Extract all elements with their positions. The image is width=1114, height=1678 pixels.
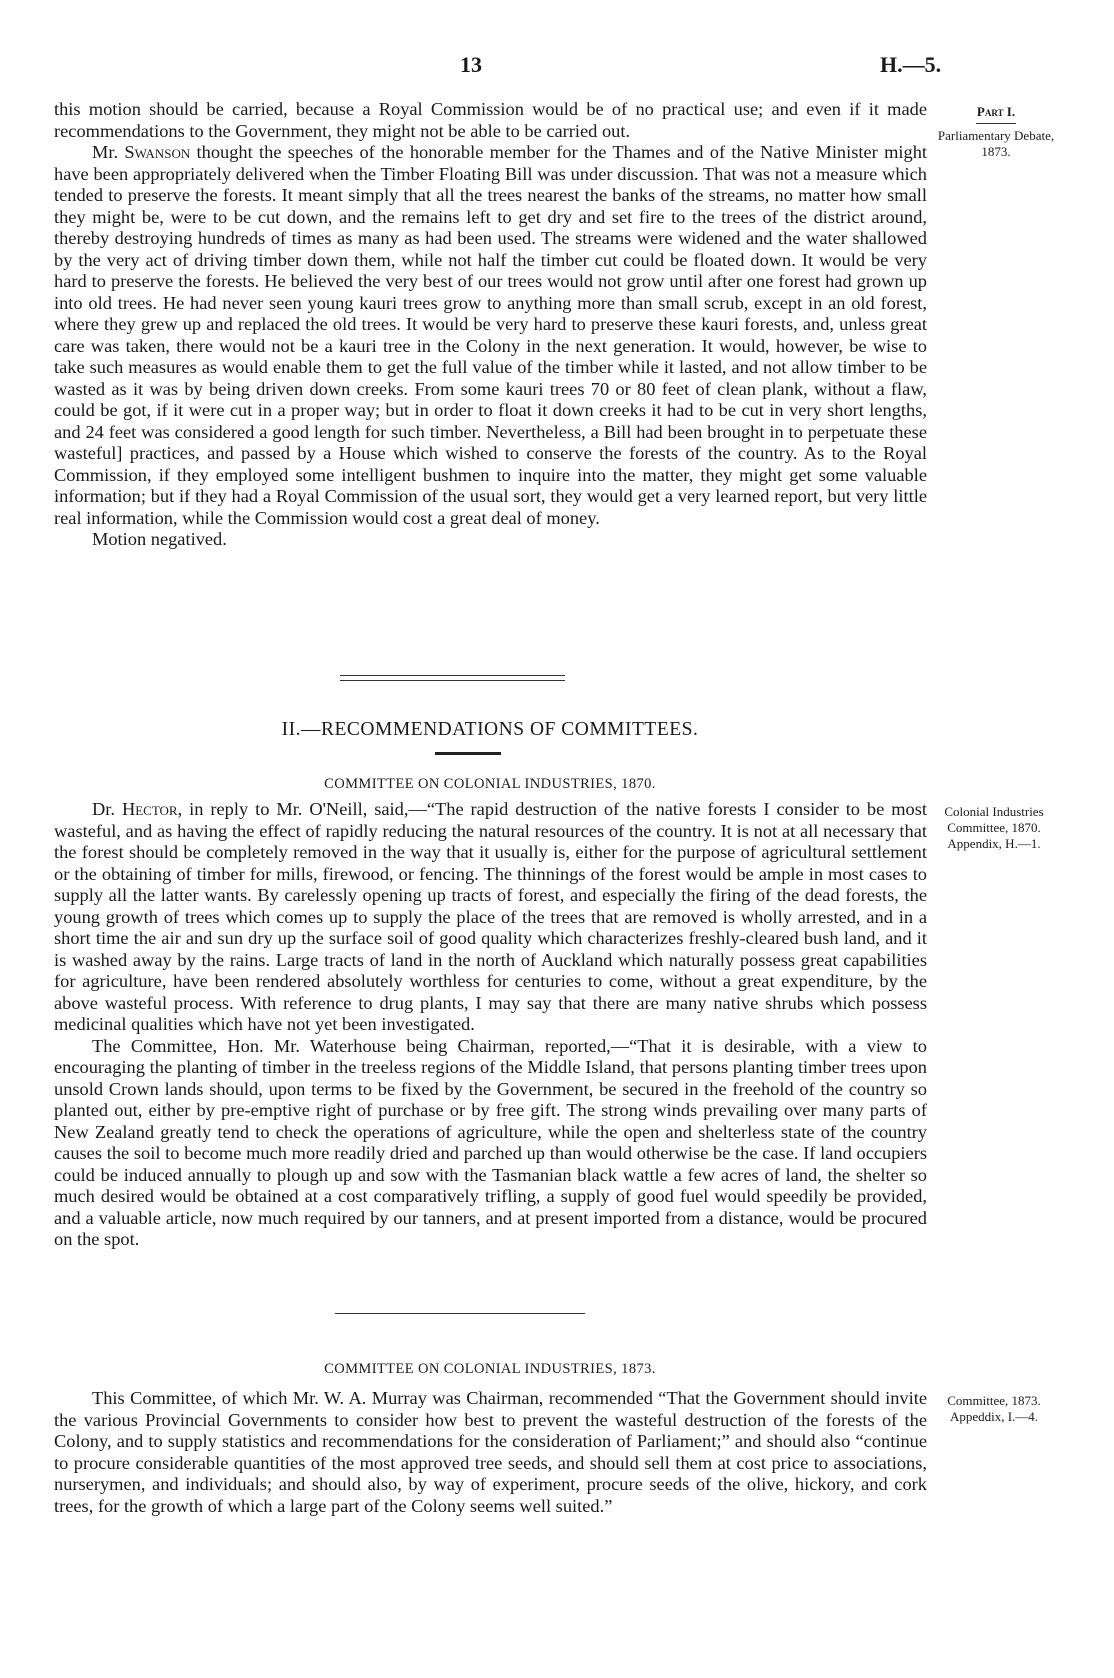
motion-result: Motion negatived.: [92, 529, 227, 549]
paragraph-hector: [54, 799, 927, 1036]
speaker-prefix: Dr.: [92, 799, 115, 819]
paragraph-murray: This Committee, of which Mr. W. A. Murray was Chairman, recommended “That the Government should invite the various Provincial Governments to consider how best to prevent the wasteful destruction of the forests of the Colony, and to supply statistics and recommendations for the consideration of Parliament;” and should also “continue to procure considerable quantities of the most approved tree seeds, and should sell them at cost price to associations, nurserymen, and individuals; and should also, by way of experiment, procure seeds of the olive, hickory, and cork trees, for the growth of which a large part of the Colony seems well suited.”: [54, 1388, 927, 1516]
document-reference: H.—5.: [880, 52, 942, 77]
speaker-name: Hector: [121, 799, 178, 819]
margin-divider: [976, 123, 1016, 124]
paragraph-body: thought the speeches of the honorable member for the Thames and of the Native Minister might have been appropriately delivered when the Timber Floating Bill was under discussion. That was not a measure which tended to preserve the forests. It meant simply that all the trees nearest the banks of the streams, no matter how small they might be, were to be cut down, and the remains left to get dry and set fire to the trees of the district around, thereby destroying hundreds of times as many as had been used. The streams were widened and the water shallowed by the very act of driving timber down them, while not half the timber cut could be floated down. It would be very hard to preserve the forests. He believed the very best of our trees would not grow until after one forest had grown up into old trees. He had never seen young kauri trees grow to anything more than small scrub, except in an old forest, where they grew up and replaced the old trees. It would be very hard to preserve these kauri forests, and, unless great care was taken, there would not be a kauri tree in the Colony in the next generation. It would, however, be wise to take such measures as would enable them to get the full value of the timber while it lasted, and not allow timber to be wasted as it was by being driven down creeks. From some kauri trees 70 or 80 feet of clean plank, without a flaw, could be got, if it were cut in a proper way; but in order to float it down creeks it had to be cut in very short lengths, and 24 feet was considered a good length for such timber. Nevertheless, a Bill had been brought in to perpetuate these wasteful] practices, and passed by a House which wished to conserve the forests of the country. As to the Royal Commission, if they employed some intelligent bushmen to inquire into the matter, they might get some valuable information; but if they had a Royal Commission of the usual sort, they would get a very learned report, but very little real information, while the Commission would cost a great deal of money.: [54, 142, 928, 528]
paragraph-committee-report: The Committee, Hon. Mr. Waterhouse being Chairman, reported,—“That it is desirable, with a view to encouraging the planting of timber in the treeless regions of the Middle Island, that persons planting timber trees upon unsold Crown lands should, upon terms to be fixed by the Government, be secured in the freehold of the country so planted out, either by pre-emptive right of purchase or by free gift. The strong winds prevailing over many parts of New Zealand greatly tend to check the operations of agriculture, while the open and shelterless state of the country causes the soil to become much more readily dried and parched up than would otherwise be the case. If land occupiers could be induced annually to plough up and sow with the Tasmanian black wattle a few acres of land, the shelter so much desired would be obtained at a cost comparatively trifling, a supply of good fuel would speedily be provided, and a valuable article, now much required by our tanners, and at present imported from a distance, would be procured on the spot.: [54, 1035, 927, 1249]
committee-divider: [335, 1313, 585, 1314]
margin-note-1873: Committee, 1873. Appeddix, I.—4.: [947, 1393, 1041, 1424]
paragraph: this motion should be carried, because a Royal Commission would be of no practical use; and even if it made recommendations to the Government, they might not be able to be carried out.: [54, 99, 927, 141]
margin-note-1870: Colonial Industries Committee, 1870. Appendix, H.—1.: [944, 804, 1044, 851]
margin-note-part: [932, 104, 1060, 160]
section-heading: II.—RECOMMENDATIONS OF COMMITTEES.: [281, 719, 699, 740]
debate-text: [54, 99, 927, 551]
speaker-prefix: Mr.: [92, 142, 119, 162]
section-divider: [340, 675, 565, 681]
page-number: 13: [460, 52, 482, 77]
committee-1870-text: [54, 799, 927, 1251]
margin-source: Parliamentary Debate, 1873.: [937, 128, 1055, 159]
heading-underline: [435, 752, 501, 755]
committee-1873-heading: COMMITTEE ON COLONIAL INDUSTRIES, 1873.: [324, 1361, 656, 1377]
paragraph-body: , in reply to Mr. O'Neill, said,—“The rapid destruction of the native forests I consider to be most wasteful, and as having the effect of rapidly reducing the natural resources of the country. It is not at all necessary that the forest should be completely removed in the way that it usually is, either for the purpose of agricultural settlement or the obtaining of timber for mills, firewood, or fencing. The thinnings of the forest would be ample in most cases to supply all the latter wants. By carelessly opening up tracts of forest, and especially the firing of the dead forests, the young growth of trees which comes up to supply the place of the trees that are removed is wholly arrested, and in a short time the air and sun dry up the surface soil of good quality which characterizes freshly-cleared bush land, and it is washed away by the rains. Large tracts of land in the north of Auckland which naturally possess great capabilities for agriculture, have been rendered absolutely worthless for centuries to come, without a great expenditure, by the above wasteful process. With reference to drug plants, I may say that there are many native shrubs which possess medicinal qualities which have not yet been investigated.: [54, 799, 927, 1034]
committee-1873-text: [54, 1388, 927, 1517]
speaker-name: Swanson: [124, 142, 191, 162]
committee-1870-heading: COMMITTEE ON COLONIAL INDUSTRIES, 1870.: [324, 776, 656, 792]
page-header: [0, 52, 1114, 82]
paragraph-swanson: [54, 142, 927, 529]
margin-part-label: Part I.: [976, 104, 1016, 119]
